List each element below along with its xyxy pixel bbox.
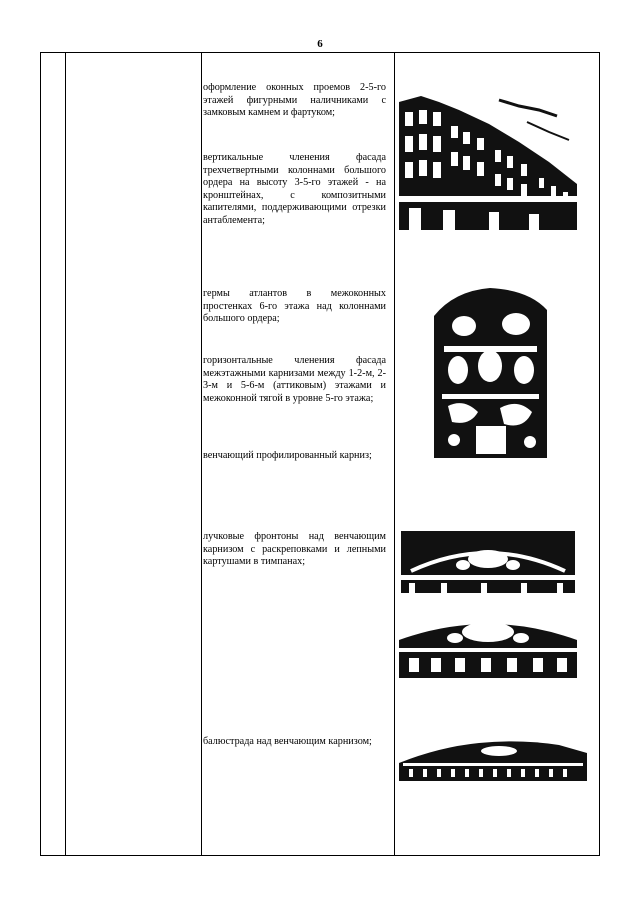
pediment-photo-2	[399, 606, 577, 678]
item-text: вертикальные членения фасада трехчетвертными колоннами большого ордера на высоту 3-5-го этажей - на кронштейнах, с композитными капителями, поддерживающими отрезки антаблемента;	[203, 152, 386, 226]
page-number: 6	[317, 38, 323, 50]
column-divider	[201, 53, 202, 855]
item-pediments	[203, 531, 386, 569]
balustrade-photo	[399, 733, 587, 781]
item-text: горизонтальные членения фасада межэтажными карнизами между 1-2-м, 2-3-м и 5-6-м (аттиковым) этажами и межоконной тягой в уровне 5-го этажа;	[203, 355, 386, 404]
item-window-trims	[203, 82, 386, 120]
item-crowning-cornice	[203, 450, 386, 463]
pediment-photo-1	[401, 531, 575, 593]
atlantes-photo	[434, 286, 547, 458]
column-divider	[394, 53, 395, 855]
item-balustrade	[203, 736, 386, 749]
column-divider	[65, 53, 66, 855]
item-text: венчающий профилированный карниз;	[203, 450, 372, 461]
item-text: гермы атлантов в межоконных простенках 6-го этажа над колоннами большого ордера;	[203, 288, 386, 325]
item-text: оформление оконных проемов 2-5-го этажей фигурными наличниками с замковым камнем и фартуком;	[203, 82, 386, 119]
facade-photo	[399, 92, 577, 230]
item-text: лучковые фронтоны над венчающим карнизом с раскреповками и лепными картушами в тимпанах;	[203, 531, 386, 568]
item-columns	[203, 152, 386, 228]
item-cornices	[203, 355, 386, 405]
item-text: балюстрада над венчающим карнизом;	[203, 736, 372, 747]
item-atlantes	[203, 288, 386, 326]
